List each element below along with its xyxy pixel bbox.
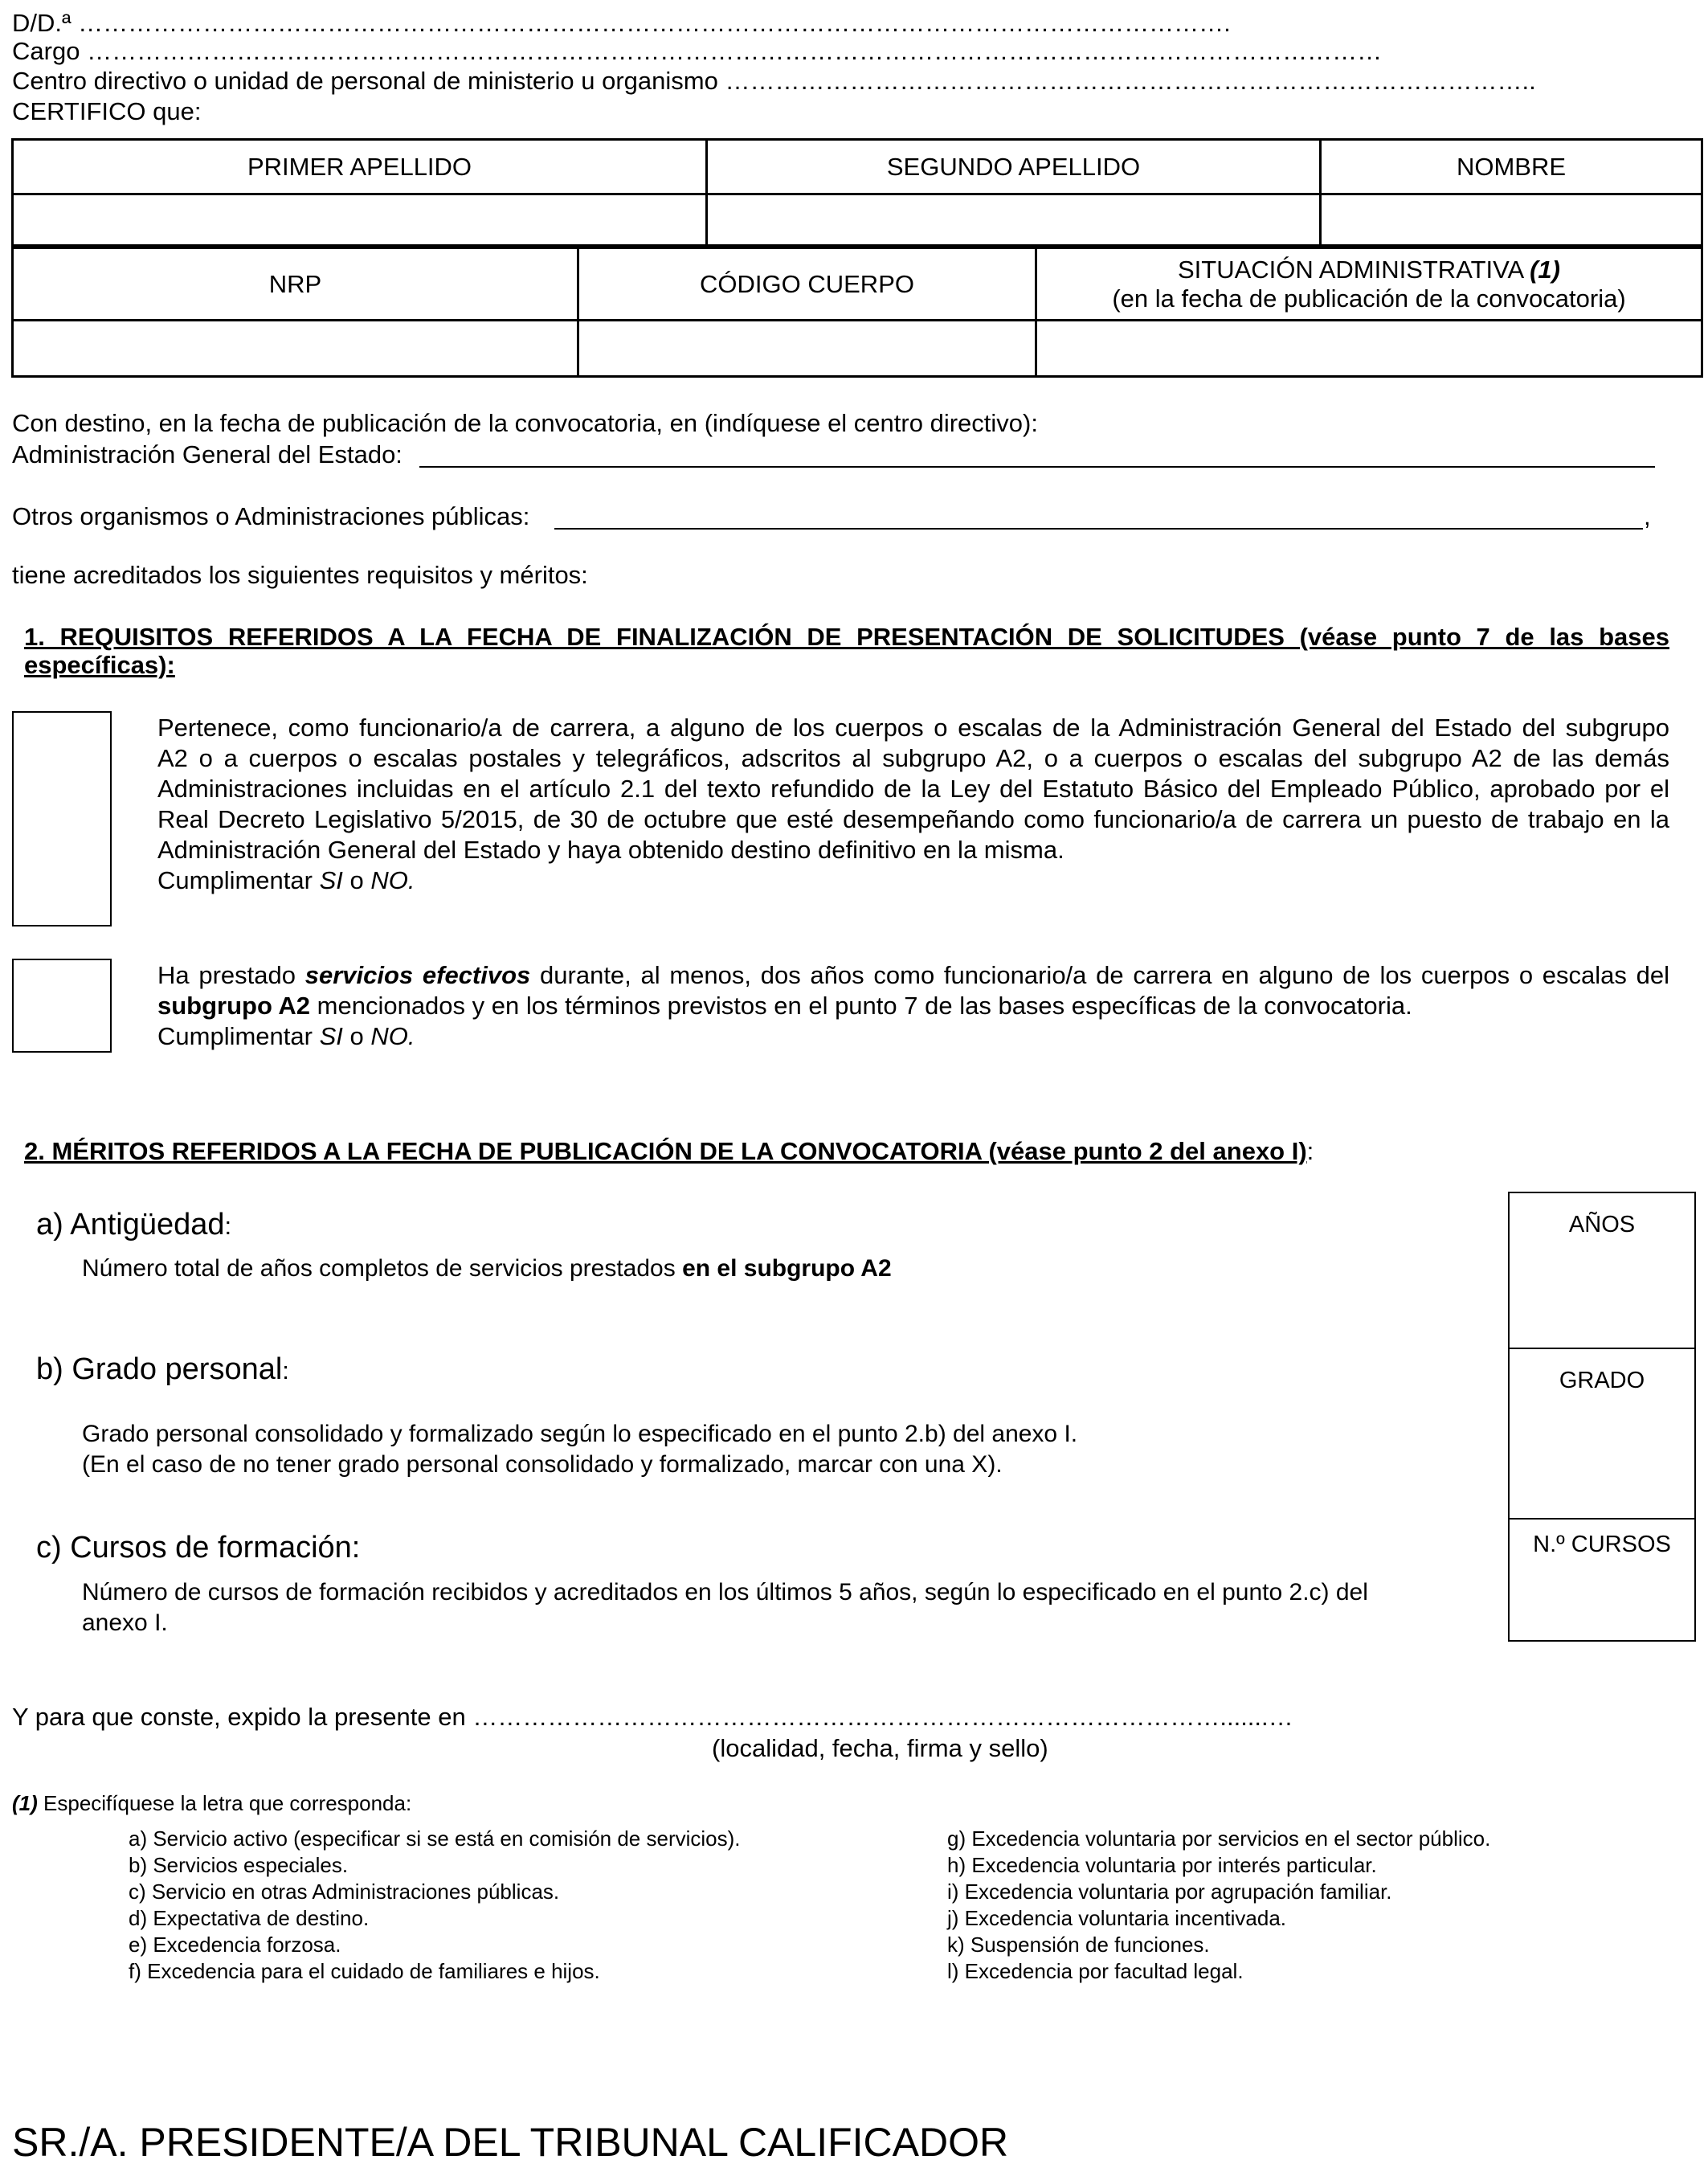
cursos-title: c) Cursos de formación: <box>36 1531 361 1565</box>
footnote-item: a) Servicio activo (especificar si se está en comisión de servicios). <box>129 1826 741 1851</box>
centro-field[interactable]: …………………………………………………………………………………….. <box>725 67 1536 95</box>
nrp-cell[interactable] <box>13 321 578 377</box>
grado-box[interactable] <box>1508 1348 1696 1520</box>
footnote-item: k) Suspensión de funciones. <box>947 1933 1210 1957</box>
req2-text <box>157 960 1669 1052</box>
segundo-apellido-header: SEGUNDO APELLIDO <box>707 140 1321 194</box>
req2-cumplimentar: Cumplimentar SI o NO. <box>157 1022 415 1050</box>
req1-cumplimentar: Cumplimentar SI o NO. <box>157 866 415 894</box>
req1-checkbox[interactable] <box>12 711 112 926</box>
cargo-label: Cargo <box>12 37 80 65</box>
anos-box[interactable] <box>1508 1192 1696 1349</box>
section1-heading-line1: 1. REQUISITOS REFERIDOS A LA FECHA DE FINALIZACIÓN DE PRESENTACIÓN DE SOLICITUDES (véase punto 7 de las bases <box>24 623 1669 651</box>
dd-field[interactable]: …………………………………………………………………………………………………………………………. <box>78 9 1231 37</box>
personal-data-table-2 <box>11 247 1703 378</box>
footnote-item: l) Excedencia por facultad legal. <box>947 1959 1244 1983</box>
conste-field[interactable]: ……………………………………………………………………………….......… <box>472 1703 1293 1731</box>
anos-label: AÑOS <box>1568 1212 1636 1237</box>
footnote-title: (1) Especifíquese la letra que corresponda: <box>12 1791 412 1815</box>
footnote-right-list <box>947 1826 1490 1985</box>
cursos-label: N.º CURSOS <box>1533 1532 1671 1557</box>
cursos-box[interactable] <box>1508 1518 1696 1642</box>
cursos-text: Número de cursos de formación recibidos y acreditados en los últimos 5 años, según lo especificado en el punto 2.c) del anexo I. <box>82 1579 1368 1636</box>
footnote-item: g) Excedencia voluntaria por servicios en el sector público. <box>947 1826 1491 1851</box>
codigo-cuerpo-header: CÓDIGO CUERPO <box>578 248 1036 321</box>
footnote-ref: (1) <box>1530 255 1560 284</box>
situacion-label: SITUACIÓN ADMINISTRATIVA <box>1178 255 1523 284</box>
req1-text <box>157 713 1669 896</box>
conste-line <box>12 1702 1293 1732</box>
otros-comma: , <box>1644 502 1651 530</box>
centro-line <box>12 66 1536 96</box>
acreditados-text: tiene acreditados los siguientes requisitos y méritos: <box>12 561 588 589</box>
antiguedad-text: Número total de años completos de servicios prestados en el subgrupo A2 <box>82 1255 892 1282</box>
nombre-header: NOMBRE <box>1321 140 1702 194</box>
age-label: Administración General del Estado: <box>12 440 402 468</box>
grado-text: Grado personal consolidado y formalizado según lo especificado en el punto 2.b) del anexo I. (En el caso de no tener grado personal consolidado y formalizado, marcar con una X). <box>82 1421 1078 1478</box>
grado-title: b) Grado personal: <box>36 1352 289 1386</box>
footnote-left-list <box>129 1826 741 1985</box>
cargo-field[interactable]: ………………………………………………………………………………………………………………………………………… <box>87 37 1383 65</box>
footnote-item: f) Excedencia para el cuidado de familiares e hijos. <box>129 1959 600 1983</box>
req1-line: Pertenece, como funcionario/a de carrera, a alguno de los cuerpos o escalas de la Administración General del Estado del subgrupo <box>157 714 1669 742</box>
footnote-item: h) Excedencia voluntaria por interés particular. <box>947 1853 1377 1877</box>
req2-checkbox[interactable] <box>12 959 112 1053</box>
certifico-label: CERTIFICO que: <box>12 97 202 125</box>
personal-data-table-1 <box>11 138 1703 247</box>
section1-heading-line2: específicas): <box>24 651 175 679</box>
footnote-item: d) Expectativa de destino. <box>129 1906 370 1930</box>
addressee: SR./A. PRESIDENTE/A DEL TRIBUNAL CALIFICADOR <box>12 2120 1009 2165</box>
footnote-item: c) Servicio en otras Administraciones públicas. <box>129 1880 560 1904</box>
req1-line: A2 o a cuerpos o escalas postales y telegráficos, adscritos al subgrupo A2, o a cuerpos o escalas del subgrupo A2 de las demás <box>157 744 1669 772</box>
age-line <box>12 440 402 470</box>
footnote-item: j) Excedencia voluntaria incentivada. <box>947 1906 1287 1930</box>
localidad-note: (localidad, fecha, firma y sello) <box>712 1734 1048 1762</box>
destino-intro: Con destino, en la fecha de publicación de la convocatoria, en (indíquese el centro directivo): <box>12 409 1038 437</box>
cargo-line <box>12 36 1382 67</box>
req2-line1: Ha prestado servicios efectivos durante, al menos, dos años como funcionario/a de carrera en alguno de los cuerpos o escalas del <box>157 961 1669 989</box>
age-field[interactable] <box>419 466 1655 468</box>
req1-line: Real Decreto Legislativo 5/2015, de 30 de octubre que esté desempeñando como funcionario/a de carrera un puesto de trabajo en la <box>157 805 1669 833</box>
conste-label: Y para que conste, expido la presente en <box>12 1703 466 1731</box>
nombre-cell[interactable] <box>1321 194 1702 246</box>
centro-label: Centro directivo o unidad de personal de ministerio u organismo <box>12 67 718 95</box>
dd-line <box>12 8 1231 39</box>
req1-line: Administraciones incluidas en el artículo 2.1 del texto refundido de la Ley del Estatuto Básico del Empleado Público, aprobado por el <box>157 775 1669 803</box>
segundo-apellido-cell[interactable] <box>707 194 1321 246</box>
nrp-header: NRP <box>13 248 578 321</box>
grado-label: GRADO <box>1559 1368 1645 1393</box>
situacion-sub: (en la fecha de publicación de la convocatoria) <box>1112 284 1626 313</box>
situacion-header <box>1036 248 1702 321</box>
footnote-item: i) Excedencia voluntaria por agrupación familiar. <box>947 1880 1392 1904</box>
footnote-item: e) Excedencia forzosa. <box>129 1933 341 1957</box>
req2-line2: subgrupo A2 mencionados y en los términos previstos en el punto 7 de las bases específicas de la convocatoria. <box>157 992 1412 1020</box>
otros-label: Otros organismos o Administraciones públicas: <box>12 502 530 530</box>
primer-apellido-cell[interactable] <box>13 194 707 246</box>
dd-label: D/D.ª <box>12 9 72 37</box>
section2-heading: 2. MÉRITOS REFERIDOS A LA FECHA DE PUBLICACIÓN DE LA CONVOCATORIA (véase punto 2 del anexo I): <box>24 1137 1314 1165</box>
primer-apellido-header: PRIMER APELLIDO <box>13 140 707 194</box>
otros-field[interactable] <box>554 528 1643 530</box>
codigo-cuerpo-cell[interactable] <box>578 321 1036 377</box>
req1-line: Administración General del Estado y haya obtenido destino definitivo en la misma. <box>157 836 1064 864</box>
antiguedad-title: a) Antigüedad: <box>36 1208 232 1241</box>
footnote-item: b) Servicios especiales. <box>129 1853 349 1877</box>
situacion-cell[interactable] <box>1036 321 1702 377</box>
